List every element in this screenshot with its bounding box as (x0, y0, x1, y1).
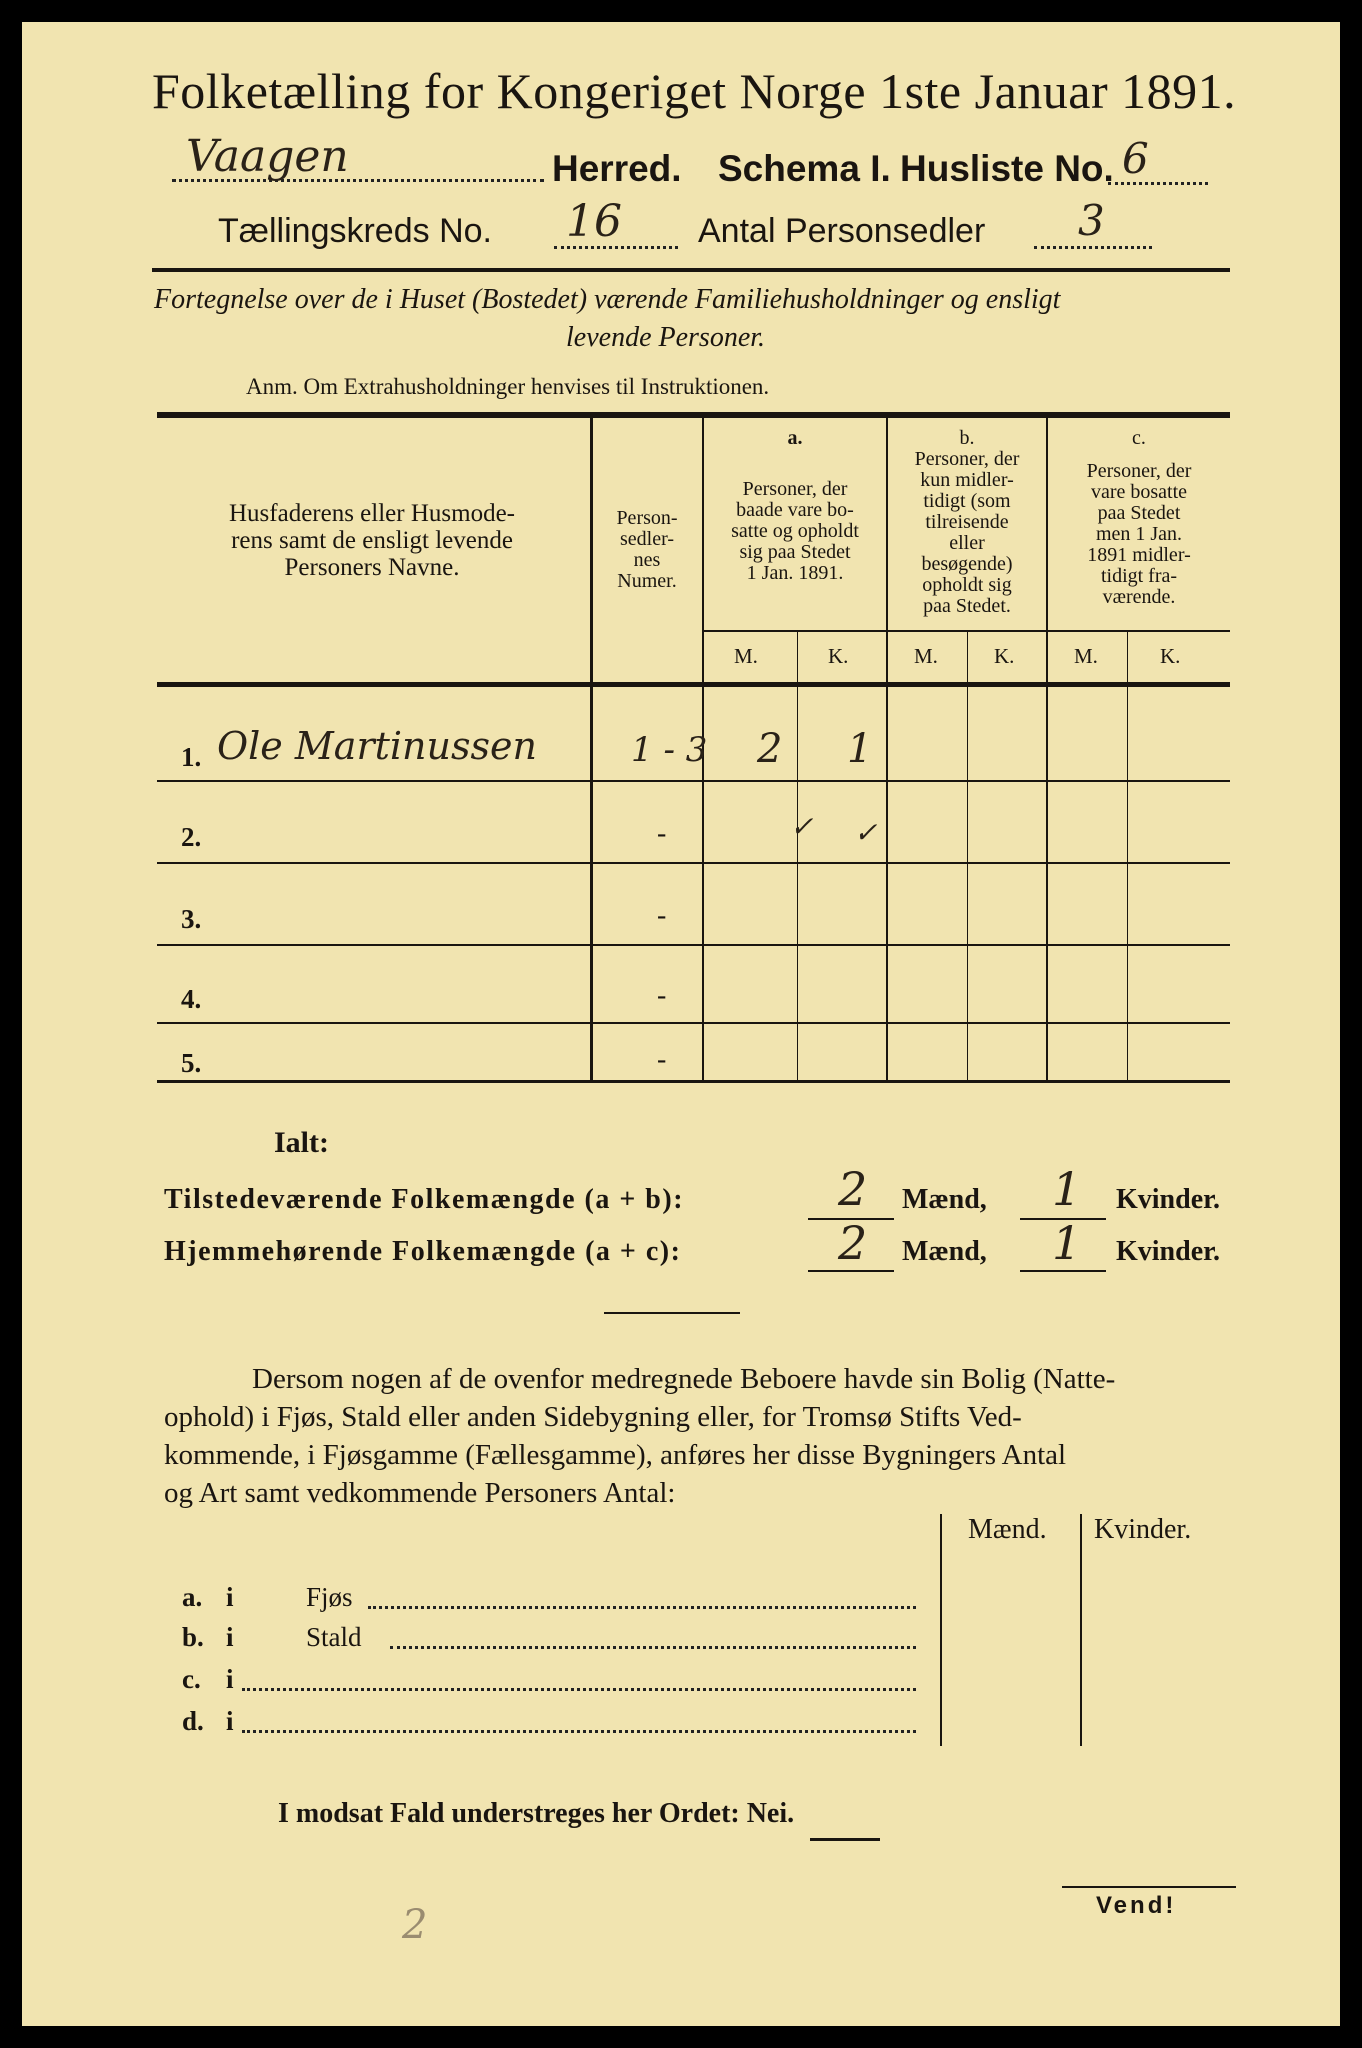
totals-line1-m: 2 (838, 1162, 868, 1216)
row-a-m: ✓ (790, 810, 814, 843)
building-label: Stald (306, 1622, 362, 1652)
col-a-line: Personer, der (742, 478, 848, 500)
col-c-line: men 1 Jan. (1095, 523, 1183, 545)
col-c-k: K. (1160, 644, 1181, 668)
herred-label: Herred. (552, 148, 682, 189)
totals-line2-m-underline (808, 1270, 894, 1272)
table-bottom-rule (157, 1080, 1230, 1083)
buildings-para-line1: Dersom nogen af de ovenfor medregnede Beboere havde sin Bolig (Natte- (252, 1363, 1116, 1395)
col-name-line: rens samt de ensligt levende (231, 527, 513, 554)
row-a-k: 1 (847, 726, 873, 772)
totals-line1-k: 1 (1052, 1162, 1082, 1216)
building-item (182, 1706, 942, 1746)
row-number: 4. (181, 984, 202, 1014)
building-letter: d. (182, 1706, 204, 1736)
vend-rule (1062, 1886, 1236, 1888)
personsedler-value: 3 (1078, 196, 1105, 245)
col-c-line: tidigt fra- (1100, 565, 1178, 587)
buildings-para-line4: og Art samt vedkommende Personers Antal: (164, 1477, 676, 1509)
row-a-m: 2 (757, 726, 783, 772)
col-b-line: paa Stedet. (923, 595, 1011, 617)
totals-line2-label: Hjemmehørende Folkemængde (a + c): (164, 1236, 682, 1267)
row-person-num: - (657, 818, 667, 849)
husliste-value: 6 (1122, 134, 1149, 183)
col-b-line: kun midler- (920, 469, 1014, 491)
col-c-line: paa Stedet (1097, 502, 1181, 524)
col-a-line: baade vare bo- (736, 499, 854, 521)
col-num-line: Numer. (617, 570, 677, 592)
col-b-line: tilreisende (925, 511, 1009, 533)
buildings-para-line2: ophold) i Fjøs, Stald eller anden Sidebygning eller, for Tromsø Stifts Ved- (164, 1401, 1022, 1433)
row-person-num: 1 - 3 (631, 730, 708, 770)
col-a-line: satte og opholdt (731, 520, 859, 542)
kreds-value: 16 (566, 196, 622, 247)
totals-line1-maend: Mænd, (902, 1184, 987, 1215)
row-separator (157, 944, 1230, 946)
row-number: 2. (181, 822, 202, 852)
col-b-line: Personer, der (914, 448, 1020, 470)
intro-line1: Fortegnelse over de i Huset (Bostedet) værende Familiehusholdninger og ensligt (154, 284, 1061, 315)
col-header-b (888, 428, 1046, 617)
table-row (157, 888, 1230, 950)
col-a-m: M. (734, 644, 758, 668)
row-separator (157, 1022, 1230, 1024)
building-item (182, 1664, 942, 1704)
row-person-num: - (657, 980, 667, 1011)
building-i: i (226, 1664, 234, 1694)
totals-line1-kvinder: Kvinder. (1116, 1184, 1220, 1215)
row-number: 3. (181, 904, 202, 934)
buildings-col-line2 (1080, 1514, 1082, 1746)
nei-underline (810, 1838, 880, 1841)
row-number: 5. (181, 1048, 202, 1078)
form-title: Folketælling for Kongeriget Norge 1ste Januar 1891. (152, 63, 1237, 119)
col-c-line: 1891 midler- (1087, 544, 1191, 566)
col-header-num (592, 508, 702, 592)
col-num-line: sedler- (619, 528, 674, 550)
building-item (182, 1582, 942, 1622)
col-b-letter: b. (959, 427, 975, 449)
building-i: i (226, 1622, 234, 1652)
col-c-letter: c. (1132, 427, 1146, 449)
personsedler-label: Antal Personsedler (698, 212, 986, 250)
building-label: Fjøs (306, 1582, 353, 1612)
vend-label: Vend! (1096, 1892, 1177, 1919)
col-a-letter: a. (787, 427, 803, 449)
col-b-line: opholdt sig (922, 574, 1012, 596)
col-b-k: K. (994, 644, 1015, 668)
table-row (157, 968, 1230, 1030)
row-person-num: - (657, 900, 667, 931)
header-rule (152, 268, 1230, 272)
col-a-k: K. (828, 644, 849, 668)
col-b-m: M. (914, 644, 938, 668)
totals-line2-kvinder: Kvinder. (1116, 1236, 1220, 1267)
row-separator (157, 862, 1230, 864)
table-top-rule (157, 412, 1230, 418)
col-c-line: vare bosatte (1090, 481, 1188, 503)
col-b-line: tidigt (som (923, 490, 1011, 512)
building-letter: b. (182, 1622, 204, 1652)
intro-line2: levende Personer. (566, 322, 766, 353)
totals-line2-m: 2 (838, 1216, 868, 1270)
col-num-line: Person- (616, 507, 678, 529)
building-item (182, 1622, 942, 1662)
col-header-c (1048, 428, 1230, 608)
table-row (157, 1046, 1230, 1080)
building-letter: a. (182, 1582, 203, 1612)
buildings-col-maend: Mænd. (968, 1514, 1047, 1545)
totals-line2-maend: Mænd, (902, 1236, 987, 1267)
kreds-label: Tællingskreds No. (218, 212, 492, 250)
col-header-a (704, 428, 886, 584)
buildings-col-kvinder: Kvinder. (1094, 1514, 1192, 1545)
col-name-line: Personers Navne. (284, 554, 460, 581)
col-c-line: Personer, der (1086, 460, 1192, 482)
totals-line2-k-underline (1020, 1270, 1106, 1272)
husliste-label: Husliste No. (900, 148, 1114, 189)
pencil-mark: 2 (402, 1902, 428, 1948)
col-num-line: nes (633, 549, 661, 571)
table-row (157, 722, 1230, 784)
row-separator (157, 780, 1230, 782)
schema-label: Schema I. (718, 148, 891, 189)
row-number: 1. (181, 742, 202, 772)
col-c-line: værende. (1102, 586, 1176, 608)
section-divider (604, 1312, 740, 1314)
row-person-num: - (657, 1044, 667, 1075)
herred-value: Vaagen (186, 131, 349, 182)
col-b-line: besøgende) (921, 553, 1013, 575)
row-a-k: ✓ (854, 816, 878, 849)
mk-rule (702, 630, 1230, 632)
totals-line1-label: Tilstedeværende Folkemængde (a + b): (164, 1184, 685, 1215)
col-c-m: M. (1074, 644, 1098, 668)
buildings-para-line3: kommende, i Fjøsgamme (Fællesgamme), anføres her disse Bygningers Antal (164, 1439, 1067, 1471)
col-a-line: 1 Jan. 1891. (746, 562, 844, 584)
col-b-line: eller (949, 532, 985, 554)
building-i: i (226, 1706, 234, 1736)
totals-line2-k: 1 (1052, 1216, 1082, 1270)
row-name: Ole Martinussen (217, 724, 537, 768)
building-letter: c. (182, 1664, 201, 1694)
anm-note: Anm. Om Extrahusholdninger henvises til Instruktionen. (246, 374, 770, 399)
building-i: i (226, 1582, 234, 1612)
table-header-rule (157, 682, 1230, 687)
col-a-line: sig paa Stedet (739, 541, 851, 563)
census-form (22, 22, 1340, 2026)
nei-footer: I modsat Fald understreges her Ordet: Nei. (278, 1798, 795, 1829)
table-row (157, 806, 1230, 868)
ialt-label: Ialt: (274, 1126, 329, 1159)
col-header-name (162, 500, 582, 581)
col-name-line: Husfaderens eller Husmode- (228, 500, 515, 527)
